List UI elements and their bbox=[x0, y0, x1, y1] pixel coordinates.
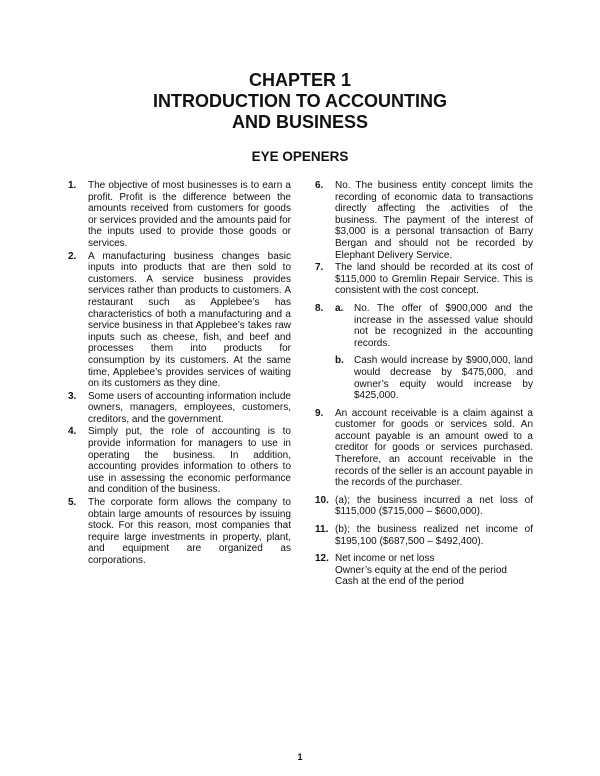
item-number: 3. bbox=[68, 390, 77, 402]
sub-item-text: No. The offer of $900,000 and the increase in the assessed value should not be recognized in the accounting records. bbox=[354, 302, 533, 349]
chapter-number: CHAPTER 1 bbox=[248, 70, 351, 90]
item-text: The corporate form allows the company to obtain large amounts of resources by issuing stock. For this reason, most companies that require large investments in property, plant, and equipment are organized as corporations. bbox=[88, 497, 291, 566]
item-number: 5. bbox=[68, 497, 77, 509]
sub-item-label: b. bbox=[335, 355, 344, 367]
chapter-title-line-1: INTRODUCTION TO ACCOUNTING bbox=[153, 91, 447, 111]
list-item bbox=[315, 524, 533, 547]
item-text: An account receivable is a claim against a customer for goods or services sold. An account payable is an amount owed to a creditor for goods or services purchased. Therefore, an account receivable in the records of the seller is an account payable in the records of the purchaser. bbox=[335, 407, 533, 489]
item-text: No. The business entity concept limits the recording of economic data to transactions directly affecting the activities of the business. The payment of the interest of $3,000 is a personal transaction of Barry Bergan and should not be recorded by Elephant Delivery Service. bbox=[335, 180, 533, 261]
item-text: The land should be recorded at its cost of $115,000 to Gremlin Repair Service. This is consistent with the cost concept. bbox=[335, 262, 533, 297]
item-text: The objective of most businesses is to earn a profit. Profit is the difference between the amounts received from customers for goods or services provided and the amounts paid for the inputs used to provide those goods or services. bbox=[88, 180, 291, 249]
item-number: 2. bbox=[68, 250, 77, 262]
right-column bbox=[315, 180, 533, 589]
item-line: Net income or net loss bbox=[335, 553, 435, 565]
list-item bbox=[68, 180, 291, 250]
item-number: 7. bbox=[315, 262, 324, 274]
sub-item-label: a. bbox=[335, 302, 344, 314]
item-number: 6. bbox=[315, 180, 324, 191]
section-title: EYE OPENERS bbox=[251, 149, 349, 164]
list-item bbox=[315, 180, 533, 261]
item-text: Some users of accounting information include owners, managers, employees, customers, creditors, and the government. bbox=[88, 390, 291, 425]
list-item bbox=[68, 426, 291, 496]
list-item bbox=[315, 262, 533, 297]
item-number: 11. bbox=[315, 524, 329, 536]
item-number: 10. bbox=[315, 494, 329, 506]
item-text: (b); the business realized net income of $195,100 ($687,500 – $492,400). bbox=[335, 524, 533, 547]
chapter-heading bbox=[0, 70, 600, 133]
item-number: 9. bbox=[315, 407, 324, 419]
left-column bbox=[68, 180, 291, 568]
list-item bbox=[315, 495, 533, 518]
sub-item bbox=[335, 303, 533, 349]
list-item bbox=[315, 408, 533, 489]
item-text: (a); the business incurred a net loss of $115,000 ($715,000 – $600,000). bbox=[335, 494, 533, 518]
list-item bbox=[68, 391, 291, 426]
list-item bbox=[315, 303, 533, 402]
sub-item bbox=[335, 355, 533, 401]
chapter-title-line-2: AND BUSINESS bbox=[231, 112, 369, 132]
sub-item-text: Cash would increase by $900,000, land would decrease by $475,000, and owner’s equity would increase by $425,000. bbox=[354, 355, 533, 402]
item-text: Simply put, the role of accounting is to provide information for managers to use in operating the business. In addition, accounting provides information to others to use in assessing the economic performance and condition of the business. bbox=[88, 426, 291, 496]
list-item bbox=[315, 553, 533, 588]
item-line: Cash at the end of the period bbox=[335, 576, 464, 588]
list-item bbox=[68, 497, 291, 567]
page-number: 1 bbox=[297, 752, 303, 762]
item-lines bbox=[335, 553, 533, 588]
item-line: Owner’s equity at the end of the period bbox=[335, 564, 507, 576]
item-text: A manufacturing business changes basic inputs into products that are then sold to customers. A service business provides services rather than products to customers. A restaurant such as Applebee’s has characteristics of both a manufacturing and a service business in that Applebee’s takes raw inputs such as cheese, fish, and beef and processes them into products for consumption by its customers. At the same time, Applebee’s provides services of waiting on its customers as they dine. bbox=[88, 250, 291, 390]
item-number: 8. bbox=[315, 302, 324, 314]
item-number: 4. bbox=[68, 426, 77, 438]
item-number: 1. bbox=[68, 180, 77, 191]
list-item bbox=[68, 251, 291, 390]
item-number: 12. bbox=[315, 553, 329, 565]
